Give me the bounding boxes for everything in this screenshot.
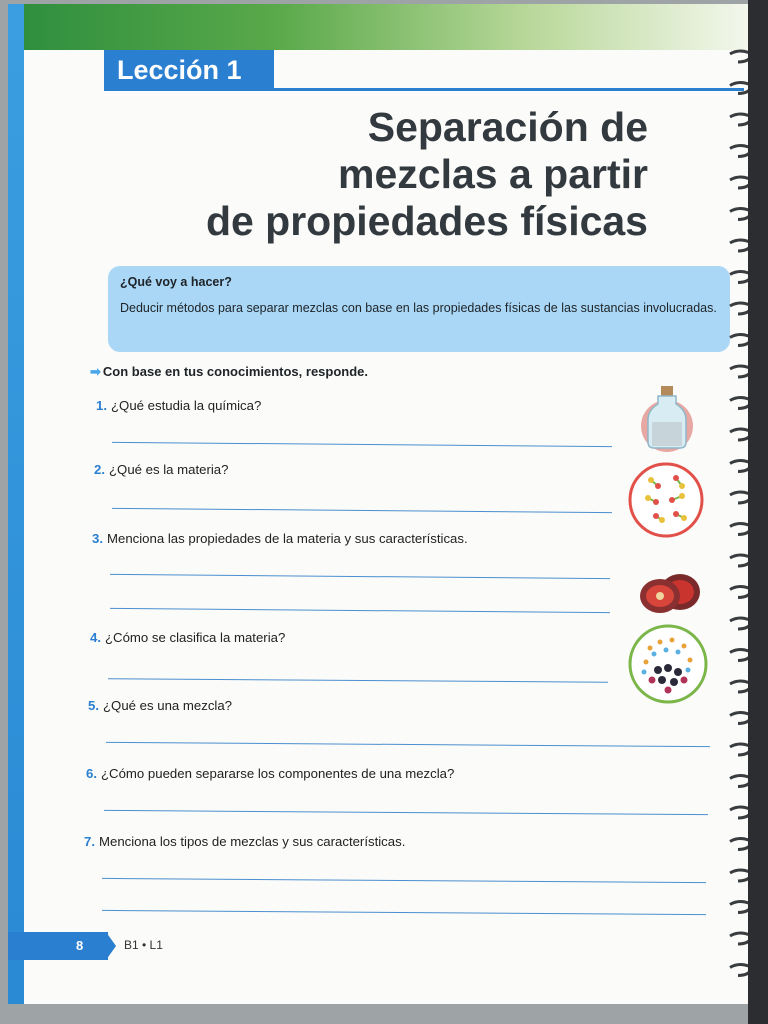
question-number: 1. bbox=[96, 398, 107, 413]
instruction bbox=[90, 364, 368, 380]
question-number: 4. bbox=[90, 630, 101, 645]
question-number: 6. bbox=[86, 766, 97, 781]
answer-line[interactable] bbox=[112, 442, 612, 447]
instruction-text: Con base en tus conocimientos, responde. bbox=[102, 364, 369, 379]
spiral-coil bbox=[730, 209, 748, 220]
chevron-right-icon bbox=[106, 932, 116, 960]
page-title bbox=[128, 104, 648, 245]
question-number: 2. bbox=[94, 462, 105, 477]
spiral-coil bbox=[730, 461, 748, 472]
spiral-coil bbox=[730, 429, 748, 440]
spiral-coil bbox=[730, 776, 748, 787]
spiral-binding bbox=[726, 44, 748, 1004]
spiral-coil bbox=[730, 807, 748, 818]
spiral-coil bbox=[730, 713, 748, 724]
spiral-coil bbox=[730, 965, 748, 976]
answer-line[interactable] bbox=[110, 574, 610, 579]
header-rule bbox=[104, 88, 744, 91]
title-line: de propiedades físicas bbox=[205, 198, 648, 244]
question-text: ¿Cómo se clasifica la materia? bbox=[105, 630, 286, 645]
question-number: 7. bbox=[84, 834, 95, 849]
spiral-coil bbox=[730, 902, 748, 913]
answer-line[interactable] bbox=[108, 678, 608, 682]
fig-fruit-illustration bbox=[636, 570, 702, 616]
title-line: Separación de bbox=[367, 104, 648, 150]
spiral-coil bbox=[730, 177, 748, 188]
spiral-coil bbox=[730, 933, 748, 944]
spiral-coil bbox=[730, 524, 748, 535]
header-band bbox=[24, 4, 748, 50]
workbook-page bbox=[8, 4, 748, 1004]
question-1 bbox=[96, 398, 261, 413]
objective-text: Deducir métodos para separar mezclas con base en las propiedades físicas de las sustancias involucradas. bbox=[120, 301, 717, 315]
spiral-coil bbox=[730, 839, 748, 850]
spiral-coil bbox=[730, 51, 748, 62]
spiral-coil bbox=[730, 492, 748, 503]
answer-line[interactable] bbox=[110, 608, 610, 613]
spiral-coil bbox=[730, 744, 748, 755]
lesson-tab: Lección 1 bbox=[104, 50, 274, 90]
particles-illustration bbox=[626, 622, 710, 706]
answer-line[interactable] bbox=[102, 878, 706, 883]
question-text: Menciona los tipos de mezclas y sus características. bbox=[99, 834, 406, 849]
question-5 bbox=[88, 698, 232, 713]
spiral-coil bbox=[730, 650, 748, 661]
molecules-illustration bbox=[626, 460, 706, 540]
spiral-coil bbox=[730, 366, 748, 377]
page-number: 8 bbox=[76, 938, 84, 953]
question-7 bbox=[84, 834, 405, 849]
arrow-icon: ➡ bbox=[90, 364, 101, 379]
objective-box bbox=[108, 266, 730, 352]
question-2 bbox=[94, 462, 228, 477]
answer-line[interactable] bbox=[112, 508, 612, 513]
question-number: 3. bbox=[92, 531, 103, 546]
spiral-coil bbox=[730, 587, 748, 598]
question-3 bbox=[92, 531, 468, 546]
bottle-illustration bbox=[640, 384, 694, 454]
page-number-bar bbox=[8, 932, 108, 960]
objective-heading: ¿Qué voy a hacer? bbox=[120, 275, 232, 289]
spiral-coil bbox=[730, 303, 748, 314]
page-edge-strip bbox=[8, 4, 24, 1004]
spiral-coil bbox=[730, 681, 748, 692]
question-text: ¿Cómo pueden separarse los componentes de una mezcla? bbox=[101, 766, 455, 781]
spiral-coil bbox=[730, 870, 748, 881]
spiral-coil bbox=[730, 146, 748, 157]
spiral-coil bbox=[730, 398, 748, 409]
question-number: 5. bbox=[88, 698, 99, 713]
spiral-coil bbox=[730, 83, 748, 94]
title-line: mezclas a partir bbox=[338, 151, 648, 197]
question-text: Menciona las propiedades de la materia y sus características. bbox=[107, 531, 468, 546]
question-6 bbox=[86, 766, 454, 781]
question-text: ¿Qué es una mezcla? bbox=[103, 698, 233, 713]
answer-line[interactable] bbox=[104, 810, 708, 815]
spiral-coil bbox=[730, 335, 748, 346]
answer-line[interactable] bbox=[102, 910, 706, 915]
spiral-coil bbox=[730, 240, 748, 251]
question-text: ¿Qué estudia la química? bbox=[111, 398, 262, 413]
spiral-coil bbox=[730, 272, 748, 283]
section-code: B1 • L1 bbox=[124, 938, 163, 952]
spiral-coil bbox=[730, 618, 748, 629]
answer-line[interactable] bbox=[106, 742, 710, 747]
binding-shadow bbox=[748, 0, 768, 1024]
question-4 bbox=[90, 630, 285, 645]
question-text: ¿Qué es la materia? bbox=[109, 462, 229, 477]
spiral-coil bbox=[730, 114, 748, 125]
spiral-coil bbox=[730, 555, 748, 566]
